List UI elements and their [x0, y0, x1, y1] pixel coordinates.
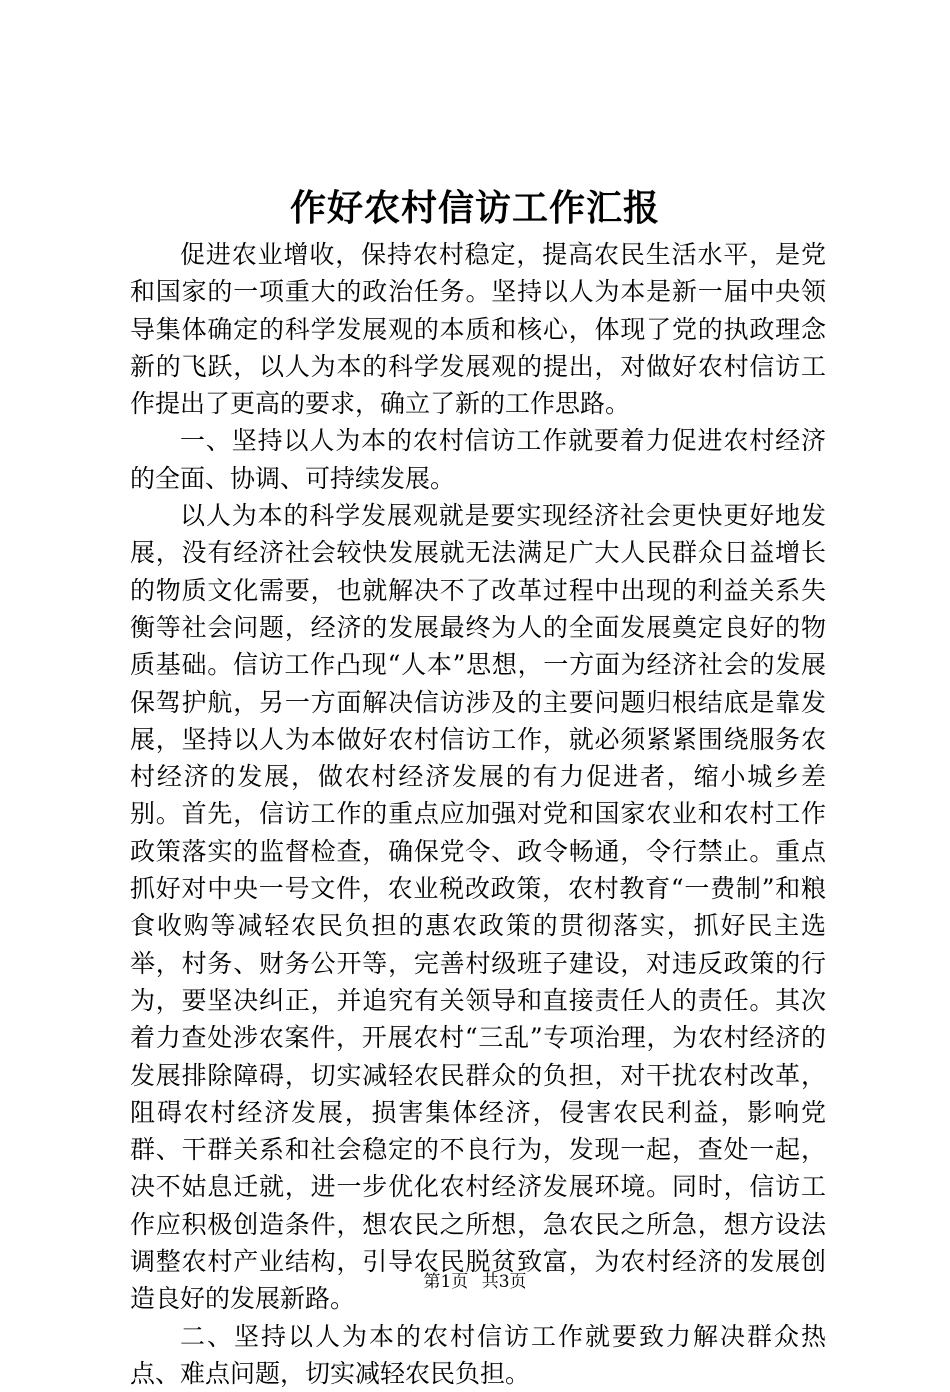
- paragraph: 促进农业增收，保持农村稳定，提高农民生活水平，是党和国家的一项重大的政治任务。坚持以人为本是新一届中央领导集体确定的科学发展观的本质和核心，体现了党的执政理念新的飞跃，以人为本的科学发展观的提出，对做好农村信访工作提出了更高的要求，确立了新的工作思路。: [130, 240, 826, 419]
- paragraph: 一、坚持以人为本的农村信访工作就要着力促进农村经济的全面、协调、可持续发展。: [130, 426, 826, 493]
- page-footer: [0, 1270, 950, 1294]
- page-number: 第1页: [423, 1272, 469, 1292]
- document-title: 作好农村信访工作汇报: [289, 187, 660, 229]
- document-body: [130, 236, 826, 1392]
- paragraph: 以人为本的科学发展观就是要实现经济社会更快更好地发展，没有经济社会较快发展就无法满足广大人民群众日益增长的物质文化需要，也就解决不了改革过程中出现的利益关系失衡等社会问题，经济的发展最终为人的全面发展奠定良好的物质基础。信访工作凸现“人本”思想，一方面为经济社会的发展保驾护航，另一方面解决信访涉及的主要问题归根结底是靠发展，坚持以人为本做好农村信访工作，就必须紧紧围绕服务农村经济的发展，做农村经济发展的有力促进者，缩小城乡差别。首先，信访工作的重点应加强对党和国家农业和农村工作政策落实的监督检查，确保党令、政令畅通，令行禁止。重点抓好对中央一号文件，农业税改政策，农村教育“一费制”和粮食收购等减轻农民负担的惠农政策的贯彻落实，抓好民主选举，村务、财务公开等，完善村级班子建设，对违反政策的行为，要坚决纠正，并追究有关领导和直接责任人的责任。其次着力查处涉农案件，开展农村“三乱”专项治理，为农村经济的发展排除障碍，切实减轻农民群众的负担，对干扰农村改革，阻碍农村经济发展，损害集体经济，侵害农民利益，影响党群、干群关系和社会稳定的不良行为，发现一起，查处一起，决不姑息迁就，进一步优化农村经济发展环境。同时，信访工作应积极创造条件，想农民之所想，急农民之所急，想方设法调整农村产业结构，引导农民脱贫致富，为农村经济的发展创造良好的发展新路。: [130, 501, 826, 1314]
- paragraph: 二、坚持以人为本的农村信访工作就要致力解决群众热点、难点问题，切实减轻农民负担。: [130, 1321, 826, 1388]
- page-total: 共3页: [481, 1272, 527, 1292]
